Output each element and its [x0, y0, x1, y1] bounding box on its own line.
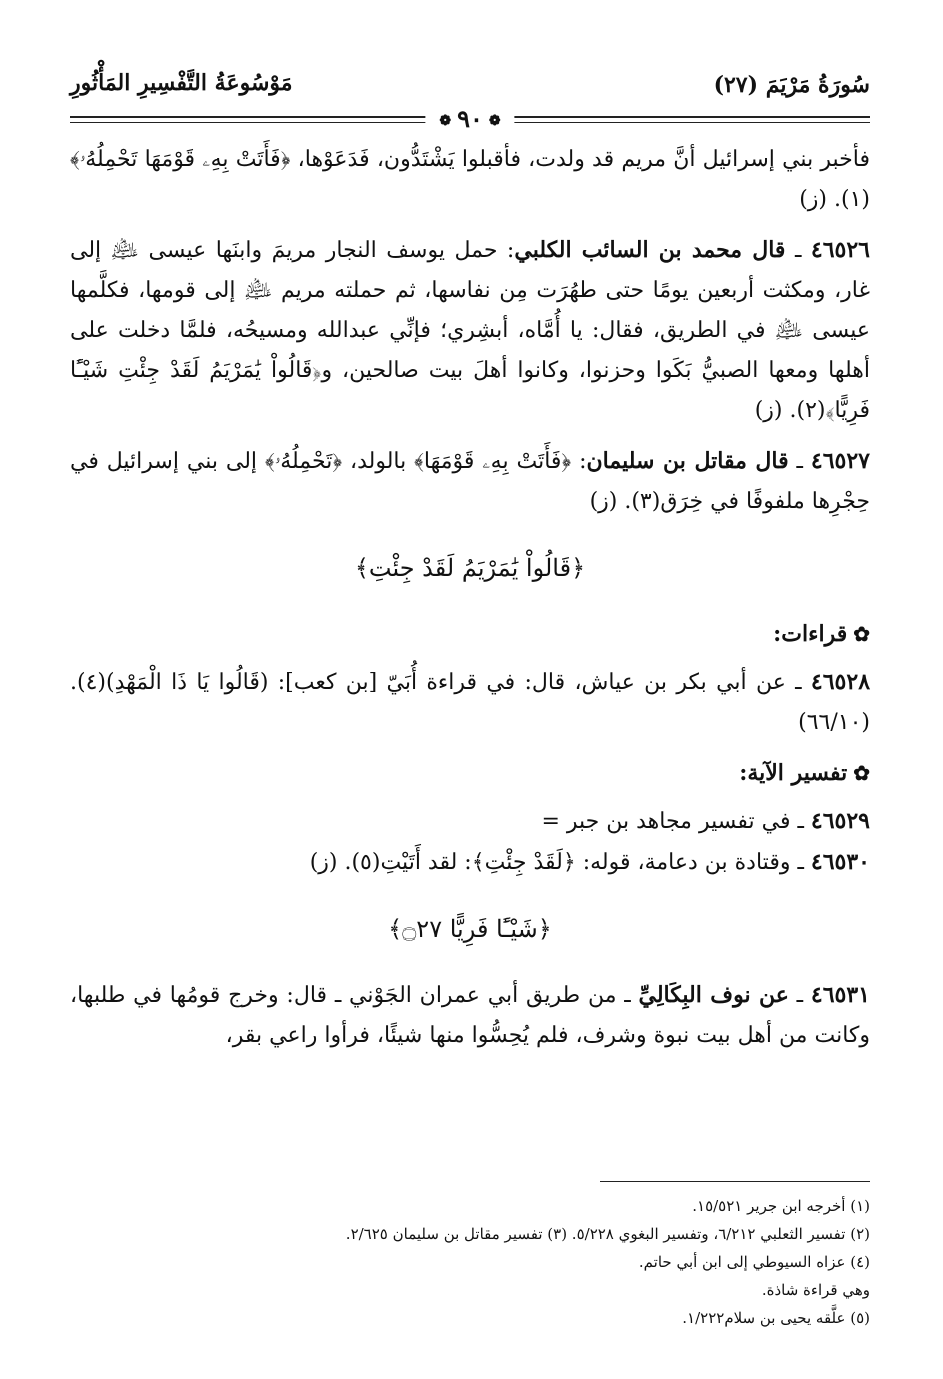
narrator-name: عن نوف البِكَالِيِّ [638, 982, 789, 1008]
dash: ـ [785, 238, 811, 263]
narration-number: ٤٦٥٣١ [810, 982, 870, 1008]
book-title: مَوْسُوعَةُ التَّفْسِيرِ المَأْثُورِ [70, 70, 293, 96]
narration-text: عن أبي بكر بن عياش، قال: في قراءة أُبَيّ [بن كعب]: (قَالُوا يَا ذَا الْمَهْدِ)(٤). (٦٦/١٠) [70, 670, 870, 735]
page-header [70, 60, 870, 133]
dash: ـ [790, 850, 811, 875]
narration-number: ٤٦٥٢٨ [810, 669, 871, 695]
footnote: (٥) علَّقه يحيى بن سلام١/٢٢٢. [682, 1309, 870, 1327]
section-title: قراءات: [773, 621, 848, 647]
narration-number: ٤٦٥٢٦ [810, 237, 870, 263]
narration-text: في تفسير مجاهد بن جبر = [541, 809, 791, 834]
dash: ـ [785, 670, 811, 695]
narration-number: ٤٦٥٢٩ [810, 808, 870, 834]
section-heading-tafsir [70, 753, 870, 793]
narration-46530 [70, 842, 870, 883]
narration-text: : حمل يوسف النجار مريمَ وابنَها عيسى ﵇ إلى غار، ومكثت أربعين يومًا حتى طهُرَت مِن نفاسها، ثم حملته مريم ﵇ إلى قومها، فكلَّمها عيسى ﵇ في الطريق، فقال: يا أُمَّاه، أبشِري؛ فإنِّي عبدالله ومسيحُه، فلمَّا دخلت على أهلها ومعها الصبيُّ بَكَوا وحزنوا، وكانوا أهلَ بيت صالحين، و﴿قَالُواْ يَٰمَرْيَمُ لَقَدْ جِئْتِ شَيْـًٔا فَرِيًّا﴾(٢). (ز) [70, 238, 870, 423]
paragraph-text: فأخبر بني إسرائيل أنَّ مريم قد ولدت، فأقبلوا يَشْتَدُّون، فَدَعَوْها، ﴿فَأَتَتْ بِهِۦ قَوْمَهَا تَحْمِلُهُۥ﴾(١). (ز) [70, 147, 870, 212]
narration-46526 [70, 230, 870, 431]
narrator-name: قال محمد بن السائب الكلبي [514, 237, 786, 263]
page [70, 40, 870, 1360]
narrator-name: قال مقاتل بن سليمان [586, 448, 789, 474]
ornament-icon: ❁ [488, 112, 501, 129]
page-number-box [425, 106, 514, 134]
footnote: (٢) تفسير الثعلبي ٦/٢١٢، وتفسير البغوي ٥/٢٢٨. (٣) تفسير مقاتل بن سليمان ٢/٦٢٥. [345, 1225, 870, 1243]
paragraph-continued [70, 140, 870, 220]
dash: ـ [788, 449, 811, 474]
narration-text: ـ من طريق أبي عمران الجَوْني ـ قال: وخرج قومُها في طلبها، وكانت من أهل بيت نبوة وشرف، فلم يُحِسُّوا منها شيئًا، فرأوا راعي بقر، [70, 983, 870, 1048]
footnote: (١) أخرجه ابن جرير ١٥/٥٢١. [692, 1197, 870, 1215]
verse-heading: ﴿شَيْـًٔا فَرِيًّا ۝٢٧﴾ [388, 915, 552, 943]
narration-46529 [70, 801, 870, 842]
footnotes [70, 1192, 870, 1332]
footnote: (٤) عزاه السيوطي إلى ابن أبي حاتم. [638, 1253, 870, 1271]
narration-46531 [70, 975, 870, 1056]
main-text [70, 140, 870, 1066]
dash: ـ [788, 983, 811, 1008]
ornament-icon: ❁ [439, 112, 452, 129]
flower-icon: ✿ [853, 622, 870, 646]
page-number: ٩٠ [457, 104, 483, 133]
section-heading-readings [70, 614, 870, 654]
narration-46527 [70, 441, 870, 522]
narration-text: وقتادة بن دعامة، قوله: ﴿لَقَدْ جِئْتِ﴾: لقد أَتَيْتِ(٥). (ز) [309, 850, 791, 875]
narration-number: ٤٦٥٣٠ [810, 849, 870, 875]
narration-text: : ﴿فَأَتَتْ بِهِۦ قَوْمَهَا﴾ بالولد، ﴿تَحْمِلُهُۥ﴾ إلى بني إسرائيل في حِجْرِها ملفوفًا في خِرَق(٣). (ز) [70, 449, 870, 514]
footnote-separator [600, 1181, 870, 1182]
footnote: وهي قراءة شاذة. [761, 1281, 870, 1299]
flower-icon: ✿ [853, 761, 870, 785]
dash: ـ [790, 809, 811, 834]
narration-number: ٤٦٥٢٧ [810, 448, 870, 474]
verse-heading: ﴿قَالُواْ يَٰمَرْيَمُ لَقَدْ جِئْتِ﴾ [354, 554, 586, 582]
surah-title: سُورَةُ مَرْيَمَ (٢٧) [713, 72, 870, 98]
narration-46528 [70, 662, 870, 743]
section-title: تفسير الآية: [739, 760, 848, 786]
